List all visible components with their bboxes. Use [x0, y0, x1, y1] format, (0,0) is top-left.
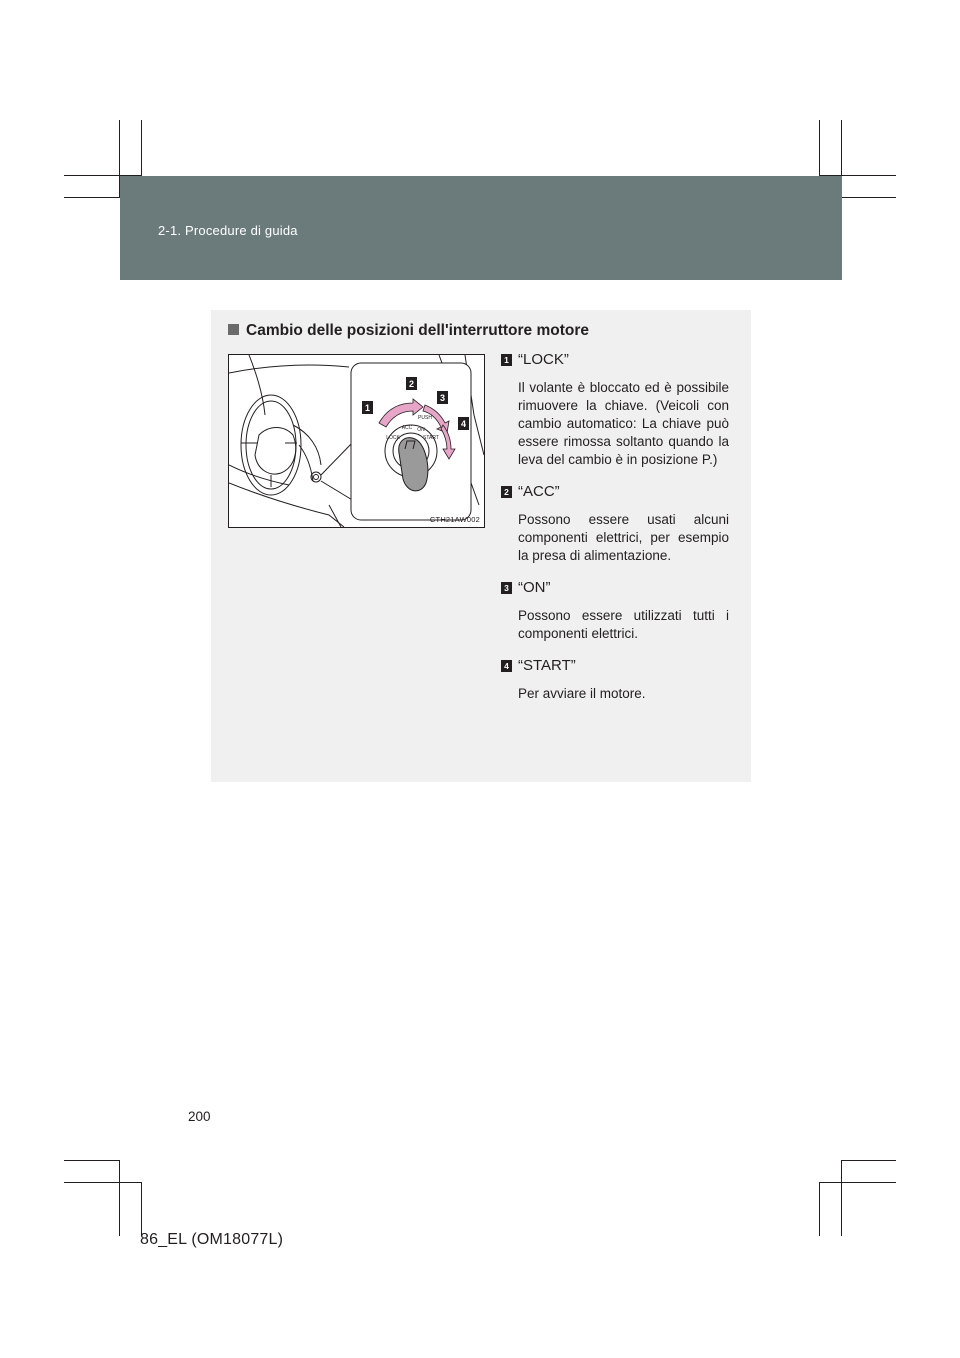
item-title: “ON” [518, 579, 551, 596]
key-label-acc: ACC [401, 425, 413, 431]
figure-code: CTH21AW002 [429, 515, 480, 524]
crop-mark [841, 1160, 896, 1161]
page-number: 200 [188, 1109, 211, 1124]
item-description: Per avviare il motore. [518, 686, 646, 701]
crop-mark [64, 197, 120, 198]
key-label-lock: LOCK [386, 435, 400, 441]
list-item [501, 656, 729, 703]
section-title [228, 322, 589, 340]
crop-mark [841, 1160, 842, 1236]
position-list [501, 350, 729, 716]
key-label-push: PUSH [418, 415, 432, 421]
number-badge: 2 [501, 486, 512, 498]
document-code: 86_EL (OM18077L) [140, 1231, 284, 1248]
crop-mark [819, 1182, 820, 1236]
section-title-text: Cambio delle posizioni dell'interruttore motore [246, 322, 589, 339]
callout-3: 3 [439, 393, 446, 403]
list-item [501, 350, 729, 469]
crop-mark [64, 1182, 142, 1183]
square-bullet-icon [228, 324, 239, 335]
crop-mark [119, 1160, 120, 1236]
item-title: “ACC” [518, 483, 560, 500]
item-description: Possono essere usati alcuni componenti elettrici, per esempio la presa di alimentazione. [518, 512, 729, 563]
item-description: Possono essere utilizzati tutti i componenti elettrici. [518, 608, 729, 641]
list-item [501, 578, 729, 643]
item-title: “START” [518, 657, 576, 674]
crop-mark [141, 1182, 142, 1236]
header-band [120, 176, 842, 280]
callout-2: 2 [408, 379, 415, 389]
info-panel [211, 310, 751, 782]
crop-mark [819, 1182, 896, 1183]
item-description: Il volante è bloccato ed è possibile rimuovere la chiave. (Veicoli con cambio automatico: La chiave può essere rimossa soltanto quando la leva del cambio è in posizione P.) [518, 380, 729, 467]
number-badge: 1 [501, 354, 512, 366]
crop-mark [841, 197, 896, 198]
item-title: “LOCK” [518, 351, 569, 368]
crop-mark [64, 1160, 120, 1161]
key-label-on: ON [417, 427, 425, 433]
number-badge: 3 [501, 582, 512, 594]
section-label: 2-1. Procedure di guida [158, 223, 298, 238]
ignition-drawing [229, 355, 484, 527]
list-item [501, 482, 729, 565]
key-label-start: START [423, 435, 439, 441]
number-badge: 4 [501, 660, 512, 672]
callout-1: 1 [364, 403, 371, 413]
callout-4: 4 [460, 419, 467, 429]
ignition-switch-illustration [228, 354, 485, 528]
